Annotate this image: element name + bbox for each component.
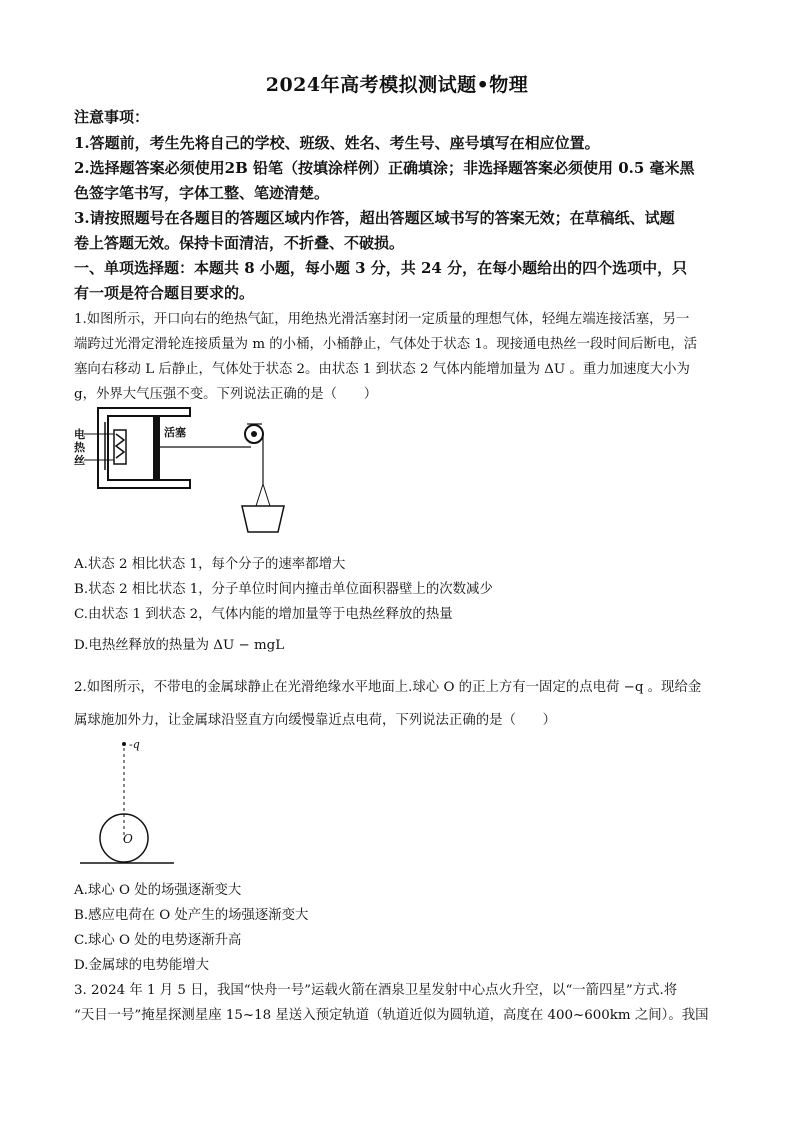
heater-label-char: 丝 — [74, 454, 85, 467]
notice-item: 3.请按照题号在各题目的答题区域内作答，超出答题区域书写的答案无效；在草稿纸、试题 — [74, 209, 675, 227]
notice-item: 2.选择题答案必须使用2B 铅笔（按填涂样例）正确填涂；非选择题答案必须使用 0.5 毫米黑 — [74, 159, 695, 177]
page-title: 2024年高考模拟测试题•物理 — [265, 74, 529, 96]
piston-label: 活塞 — [164, 426, 186, 439]
notice-item: 色签字笔书写，字体工整、笔迹清楚。 — [74, 184, 330, 202]
q1-option-b: B.状态 2 相比状态 1，分子单位时间内撞击单位面积器壁上的次数减少 — [74, 582, 493, 597]
charge-label: -q — [129, 738, 140, 751]
heater-label-char: 热 — [74, 441, 85, 454]
question-3-text: “天目一号”掩星探测星座 15~18 星送入预定轨道（轨道近似为圆轨道，高度在 400~600km 之间）。我国 — [74, 1008, 709, 1023]
center-label: O — [123, 832, 133, 846]
notice-item: 1.答题前，考生先将自己的学校、班级、姓名、考生号、座号填写在相应位置。 — [74, 134, 600, 152]
question-2-text: 2.如图所示，不带电的金属球静止在光滑绝缘水平地面上.球心 O 的正上方有一固定的点电荷 −q 。现给金 — [74, 680, 702, 695]
q1-option-c: C.由状态 1 到状态 2，气体内能的增加量等于电热丝释放的热量 — [74, 607, 453, 622]
heater-label-char: 电 — [74, 428, 85, 441]
q2-option-a: A.球心 O 处的场强逐渐变大 — [74, 883, 242, 898]
question-2-figure — [74, 736, 184, 866]
q1-option-d: D.电热丝释放的热量为 ΔU − mgL — [74, 638, 285, 653]
q1-option-a: A.状态 2 相比状态 1，每个分子的速率都增大 — [74, 557, 346, 572]
q2-option-c: C.球心 O 处的电势逐渐升高 — [74, 933, 242, 948]
notice-item: 卷上答题无效。保持卡面清洁，不折叠、不破损。 — [74, 234, 405, 252]
question-2-text: 属球施加外力，让金属球沿竖直方向缓慢靠近点电荷，下列说法正确的是（ ） — [74, 713, 557, 728]
question-1-text: 1.如图所示，开口向右的绝热气缸，用绝热光滑活塞封闭一定质量的理想气体，轻绳左端连接活塞，另一 — [74, 312, 690, 327]
section-heading: 一、单项选择题：本题共 8 小题，每小题 3 分，共 24 分，在每小题给出的四个选项中，只 — [74, 259, 688, 277]
question-1-text: 端跨过光滑定滑轮连接质量为 m 的小桶，小桶静止，气体处于状态 1。现接通电热丝一段时间后断电，活 — [74, 337, 698, 352]
question-3-text: 3. 2024 年 1 月 5 日，我国“快舟一号”运载火箭在酒泉卫星发射中心点火升空，以“一箭四星”方式.将 — [74, 983, 678, 998]
notice-heading: 注意事项： — [74, 108, 150, 126]
question-1-figure — [74, 400, 294, 548]
q2-option-d: D.金属球的电势能增大 — [74, 958, 210, 973]
heater-label — [74, 428, 86, 467]
q2-option-b: B.感应电荷在 O 处产生的场强逐渐变大 — [74, 908, 309, 923]
question-1-text: 塞向右移动 L 后静止，气体处于状态 2。由状态 1 到状态 2 气体内能增加量为 ΔU 。重力加速度大小为 — [74, 362, 690, 377]
section-heading: 有一项是符合题目要求的。 — [74, 284, 255, 302]
question-1-text: g，外界大气压强不变。下列说法正确的是（ ） — [74, 387, 378, 402]
